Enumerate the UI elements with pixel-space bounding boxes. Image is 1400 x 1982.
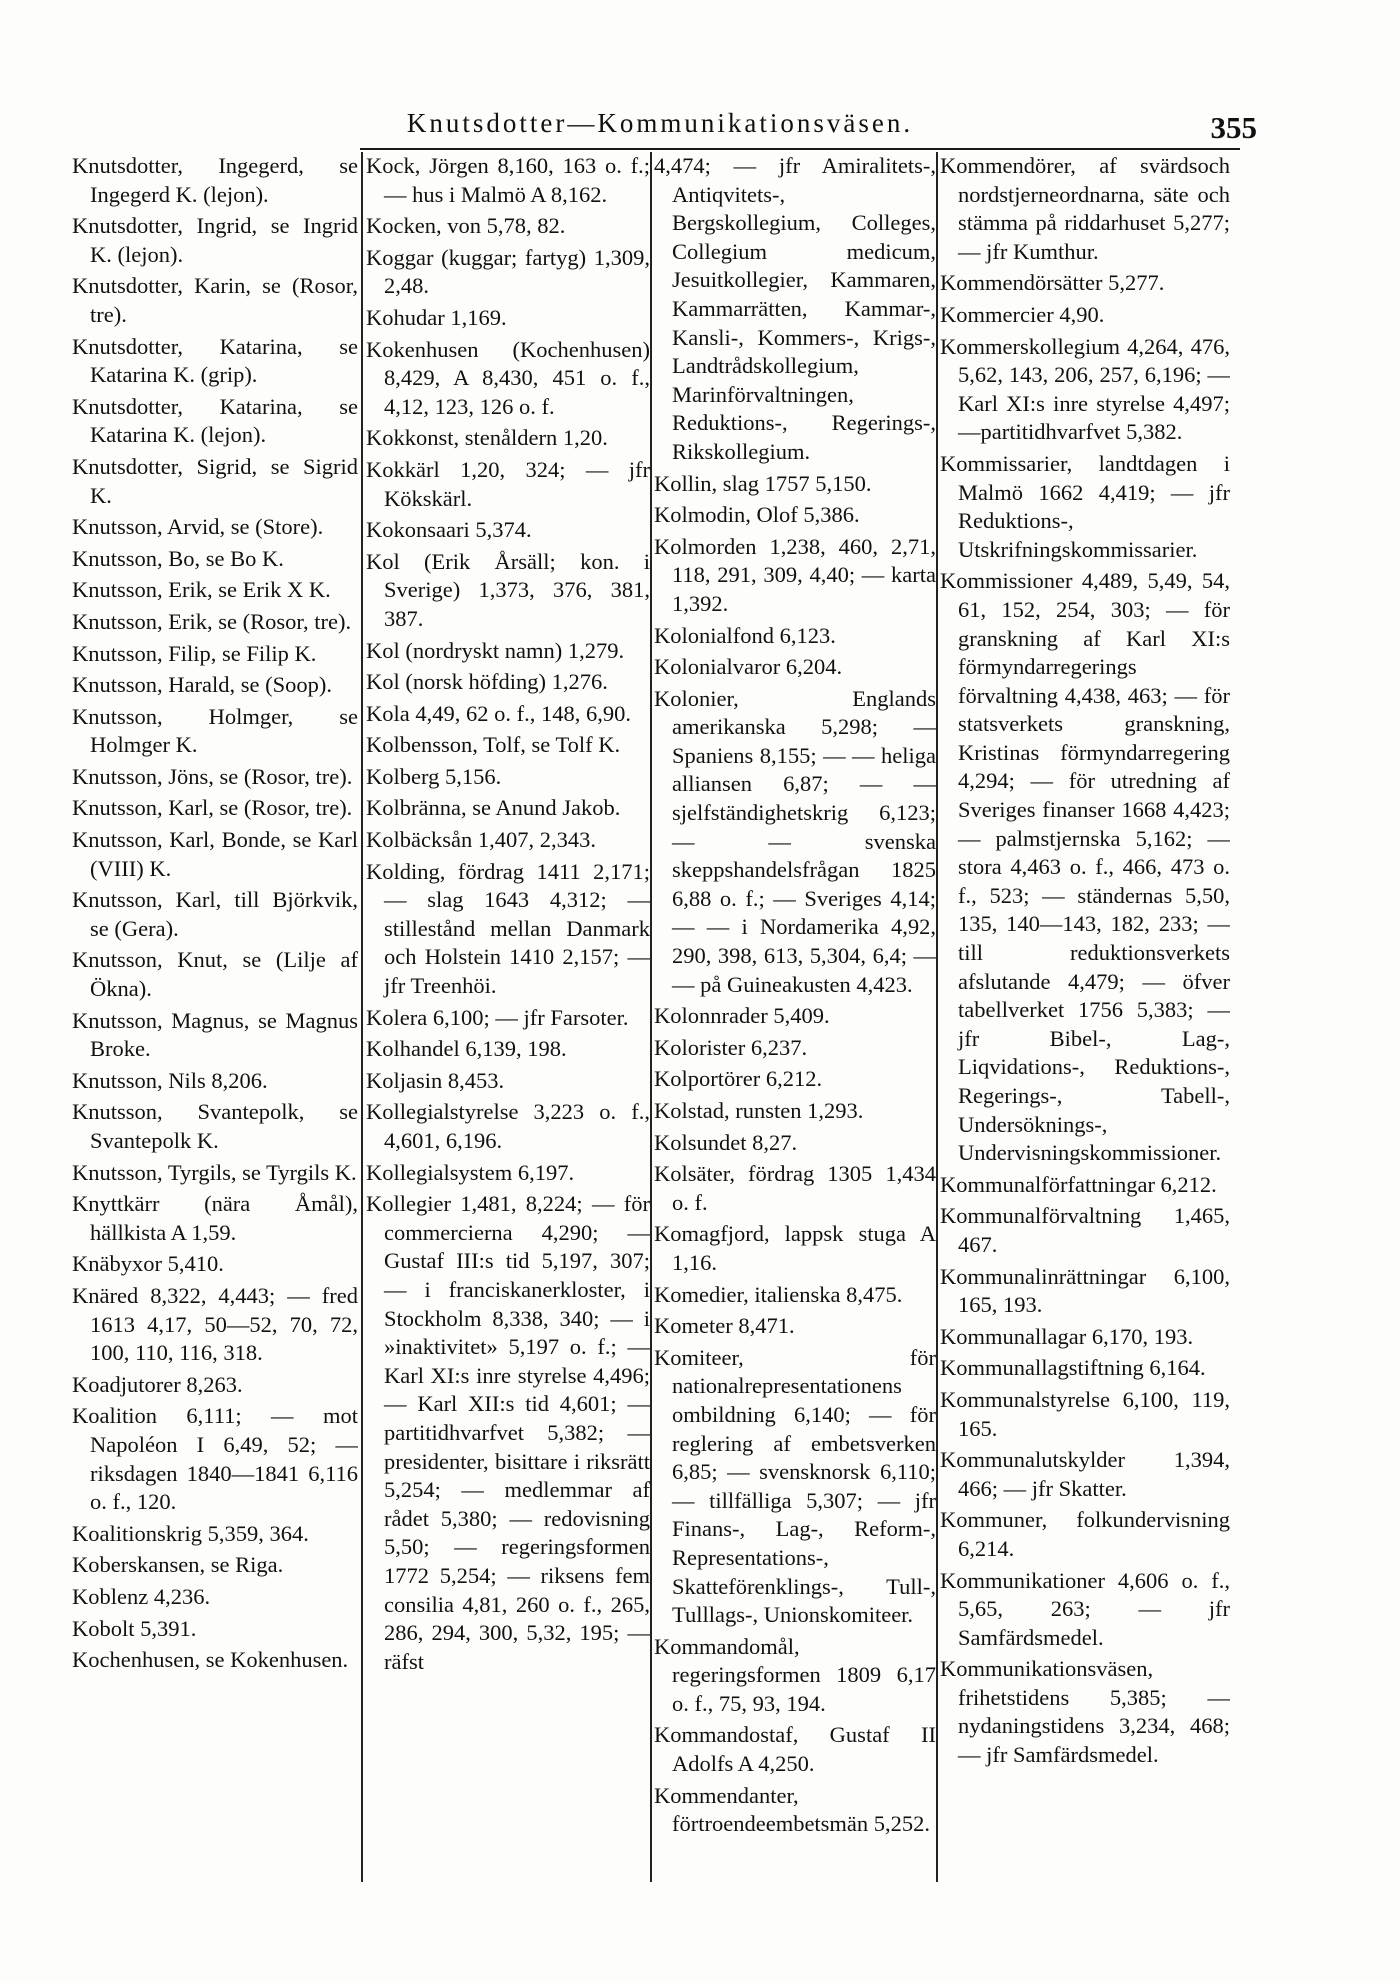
index-entry: Knutsson, Erik, se (Rosor, tre).	[72, 608, 352, 634]
index-entry: Knutsson, Karl, se (Rosor, tre).	[72, 795, 353, 821]
index-entry: Knutsson, Jöns, se (Rosor, tre).	[72, 763, 353, 789]
index-entry: Kokkärl 1,20, 324; — jfr Kökskärl.	[366, 456, 650, 511]
index-entry: Knutsson, Filip, se Filip K.	[72, 640, 317, 666]
index-entry: Kollin, slag 1757 5,150.	[654, 470, 872, 496]
index-entry: Knyttkärr (nära Åmål), hällkista A 1,59.	[72, 1191, 358, 1245]
index-entry: Komedier, italienska 8,475.	[654, 1281, 903, 1307]
index-entry: Knutsson, Magnus, se Magnus Broke.	[72, 1007, 358, 1062]
index-entry: Kommandomål, regeringsformen 1809 6,17 o. f., 75, 93, 194.	[654, 1633, 936, 1716]
index-entry: Kolorister 6,237.	[654, 1034, 808, 1060]
index-entry: Kocken, von 5,78, 82.	[366, 213, 566, 239]
index-entry: Kommissarier, landtdagen i Malmö 1662 4,419; — jfr Reduktions-, Utskrifningskommissarier.	[940, 450, 1230, 562]
index-entry: Knutsson, Svantepolk, se Svantepolk K.	[72, 1099, 358, 1153]
index-entry: Kochenhusen, se Kokenhusen.	[72, 1647, 349, 1673]
index-entry: Kol (nordryskt namn) 1,279.	[366, 637, 625, 663]
index-entry: Kobolt 5,391.	[72, 1615, 197, 1641]
index-entry: Kommunalinrättningar 6,100, 165, 193.	[940, 1263, 1230, 1318]
index-entry: Kokenhusen (Kochenhusen) 8,429, A 8,430, 451 o. f., 4,12, 123, 126 o. f.	[366, 336, 650, 419]
index-column-3	[654, 152, 936, 1882]
index-entry: Kommunallagar 6,170, 193.	[940, 1323, 1194, 1349]
index-entry: Kolsäter, fördrag 1305 1,434 o. f.	[654, 1161, 936, 1215]
index-entry: Koblenz 4,236.	[72, 1583, 211, 1609]
index-entry: Koljasin 8,453.	[366, 1067, 505, 1093]
index-column-2	[366, 152, 650, 1882]
index-entry: Kommunikationer 4,606 o. f., 5,65, 263; — jfr Samfärdsmedel.	[940, 1567, 1230, 1650]
index-entry: Knutsson, Knut, se (Lilje af Ökna).	[72, 947, 358, 1002]
index-entry: Kommunalförvaltning 1,465, 467.	[940, 1203, 1230, 1257]
index-entry: Kolbensson, Tolf, se Tolf K.	[366, 732, 621, 758]
index-entry: Kommissioner 4,489, 5,49, 54, 61, 152, 254, 303; — för granskning af Karl XI:s förmyndarregerings förvaltning 4,438, 463; — för statsverkets granskning, Kristinas förmyndarregering 4,294; — för utredning af Sveriges finanser 1668 4,423; — palmstjernska 5,162; — stora 4,463 o. f., 466, 473 o. f., 523; — ständernas 5,50, 135, 140—143, 182, 233; — till reduktionsverkets afslutande 4,479; — öfver tabellverket 1756 5,383; — jfr Bibel-, Lag-, Liqvidations-, Reduktions-, Regerings-, Tabell-, Undersöknings-, Undervisningskommissioner.	[940, 568, 1230, 1166]
index-entry: Kommendörer, af svärdsoch nordstjerneordnarna, säte och stämma på riddarhuset 5,277; — jfr Kumthur.	[940, 153, 1230, 264]
index-entry: Kommunikationsväsen, frihetstidens 5,385; — nydaningstidens 3,234, 468; — jfr Samfärdsmedel.	[940, 1656, 1230, 1768]
index-entry: Knäred 8,322, 4,443; — fred 1613 4,17, 50—52, 70, 72, 100, 110, 116, 318.	[72, 1282, 358, 1366]
index-entry: Kohudar 1,169.	[366, 304, 507, 330]
index-entry: Kollegier 1,481, 8,224; — för commercierna 4,290; — Gustaf III:s tid 5,197, 307; — i franciskanerkloster, i Stockholm 8,338, 340; — i »inaktivitet» 5,197 o. f.; — Karl XI:s inre styrelse 4,496; — Karl XII:s tid 4,601; — partitidhvarfvet 5,382; — presidenter, bisittare i riksrätt 5,254; — medlemmar af rådet 5,380; — redovisning 5,50; — regeringsformen 1772 5,254; — riksens fem consilia 4,81, 260 o. f., 265, 286, 294, 300, 5,32, 195; — räfst	[366, 1191, 650, 1674]
index-entry: Koalitionskrig 5,359, 364.	[72, 1520, 309, 1546]
index-entry: Kommunalstyrelse 6,100, 119, 165.	[940, 1386, 1230, 1441]
index-entry: Knutsson, Tyrgils, se Tyrgils K.	[72, 1159, 357, 1185]
index-entry: Kommendanter, förtroendeembetsmän 5,252.	[654, 1782, 931, 1837]
index-entry: Kommunalutskylder 1,394, 466; — jfr Skatter.	[940, 1447, 1230, 1501]
index-entry: Knutsdotter, Ingegerd, se Ingegerd K. (lejon).	[72, 153, 358, 207]
index-entry: Kolhandel 6,139, 198.	[366, 1036, 567, 1062]
index-entry: Kolportörer 6,212.	[654, 1066, 823, 1092]
index-entry: Kolbäcksån 1,407, 2,343.	[366, 827, 596, 853]
index-entry: Kolstad, runsten 1,293.	[654, 1098, 864, 1123]
index-entry: Kolonialfond 6,123.	[654, 622, 836, 648]
index-entry: Kolbränna, se Anund Jakob.	[366, 795, 621, 821]
index-entry: Kokkonst, stenåldern 1,20.	[366, 425, 608, 451]
index-entry: Komagfjord, lappsk stuga A 1,16.	[654, 1221, 936, 1275]
index-entry: Kol (norsk höfding) 1,276.	[366, 669, 608, 695]
column-divider	[936, 152, 938, 1882]
index-entry: Knutsson, Bo, se Bo K.	[72, 545, 284, 571]
index-entry: Kolmodin, Olof 5,386.	[654, 502, 860, 528]
index-column-4	[940, 152, 1230, 1882]
index-entry: Kommerskollegium 4,264, 476, 5,62, 143, 206, 257, 6,196; — Karl XI:s inre styrelse 4,497; —partitidhvarfvet 5,382.	[940, 333, 1230, 445]
index-entry: Koggar (kuggar; fartyg) 1,309, 2,48.	[366, 244, 650, 299]
index-entry: Knutsson, Karl, till Björkvik, se (Gera).	[72, 887, 358, 941]
index-entry: Kollegialstyrelse 3,223 o. f., 4,601, 6,196.	[366, 1099, 650, 1153]
index-entry: Kolera 6,100; — jfr Farsoter.	[366, 1004, 629, 1030]
index-entry: Kollegialsystem 6,197.	[366, 1159, 575, 1185]
index-entry: 4,474; — jfr Amiralitets-, Antiqvitets-, Bergskollegium, Colleges, Collegium medicum, Jesuitkollegier, Kammaren, Kammarrätten, Kammar-, Kansli-, Kommers-, Krigs-, Landtrådskollegium, Marinförvaltningen, Reduktions-, Regerings-, Rikskollegium.	[654, 153, 936, 464]
column-divider	[650, 152, 652, 1882]
index-entry: Knäbyxor 5,410.	[72, 1251, 224, 1277]
index-entry: Kol (Erik Årsäll; kon. i Sverige) 1,373, 376, 381, 387.	[366, 548, 650, 631]
index-entry: Knutsdotter, Sigrid, se Sigrid K.	[72, 453, 358, 508]
index-entry: Koadjutorer 8,263.	[72, 1371, 243, 1397]
index-entry: Knutsson, Erik, se Erik X K.	[72, 577, 331, 603]
index-entry: Koalition 6,111; — mot Napoléon I 6,49, 52; — riksdagen 1840—1841 6,116 o. f., 120.	[72, 1403, 358, 1515]
index-entry: Knutsdotter, Ingrid, se Ingrid K. (lejon).	[72, 213, 358, 267]
page-number: 355	[1210, 110, 1257, 145]
index-entry: Kolberg 5,156.	[366, 763, 502, 789]
index-entry: Koberskansen, se Riga.	[72, 1552, 284, 1578]
index-entry: Knutsdotter, Katarina, se Katarina K. (lejon).	[72, 393, 358, 448]
index-entry: Kolding, fördrag 1411 2,171; — slag 1643 4,312; — stillestånd mellan Danmark och Holstein 1410 2,157; — jfr Treenhöi.	[366, 858, 650, 999]
index-entry: Kommercier 4,90.	[940, 301, 1105, 327]
index-entry: Kolmorden 1,238, 460, 2,71, 118, 291, 309, 4,40; — karta 1,392.	[654, 533, 936, 616]
header-rule	[360, 148, 1240, 150]
index-entry: Kokonsaari 5,374.	[366, 517, 532, 543]
index-entry: Kometer 8,471.	[654, 1313, 795, 1339]
index-entry: Knutsson, Holmger, se Holmger K.	[72, 703, 358, 758]
index-entry: Komiteer, för nationalrepresentationens ombildning 6,140; — för reglering af embetsverken 6,85; — svensknorsk 6,110; — tillfälliga 5,307; — jfr Finans-, Lag-, Reform-, Representations-, Skatteförenklings-, Tull-, Tulllags-, Unionskomiteer.	[654, 1344, 936, 1628]
index-entry: Knutsson, Karl, Bonde, se Karl (VIII) K.	[72, 827, 358, 881]
index-entry: Kolonialvaror 6,204.	[654, 654, 843, 680]
index-entry: Kolonnrader 5,409.	[654, 1003, 830, 1029]
index-entry: Kolsundet 8,27.	[654, 1129, 798, 1155]
index-entry: Kommandostaf, Gustaf II Adolfs A 4,250.	[654, 1722, 936, 1777]
index-entry: Knutsson, Nils 8,206.	[72, 1067, 268, 1093]
column-divider	[361, 152, 363, 1882]
index-entry: Kommuner, folkundervisning 6,214.	[940, 1507, 1230, 1561]
index-column-1	[72, 152, 358, 1882]
index-entry: Kommunalförfattningar 6,212.	[940, 1171, 1217, 1197]
index-entry: Kommunallagstiftning 6,164.	[940, 1355, 1206, 1381]
index-entry: Kola 4,49, 62 o. f., 148, 6,90.	[366, 700, 631, 726]
index-entry: Knutsdotter, Katarina, se Katarina K. (grip).	[72, 333, 358, 388]
index-entry: Kolonier, Englands amerikanska 5,298; — Spaniens 8,155; — — heliga alliansen 6,87; — — sjelfständighetskrig 6,123; — — svenska skeppshandelsfrågan 1825 6,88 o. f.; — Sveriges 4,14; — — i Nordamerika 4,92, 290, 398, 613, 5,304, 6,4; — — på Guineakusten 4,423.	[654, 685, 936, 997]
index-entry: Kommendörsätter 5,277.	[940, 270, 1165, 296]
index-entry: Knutsson, Arvid, se (Store).	[72, 514, 324, 540]
running-header: Knutsdotter—Kommunikationsväsen.	[406, 108, 914, 138]
index-entry: Kock, Jörgen 8,160, 163 o. f.; — hus i Malmö A 8,162.	[366, 153, 650, 207]
index-entry: Knutsson, Harald, se (Soop).	[72, 672, 332, 698]
index-entry: Knutsdotter, Karin, se (Rosor, tre).	[72, 273, 358, 327]
